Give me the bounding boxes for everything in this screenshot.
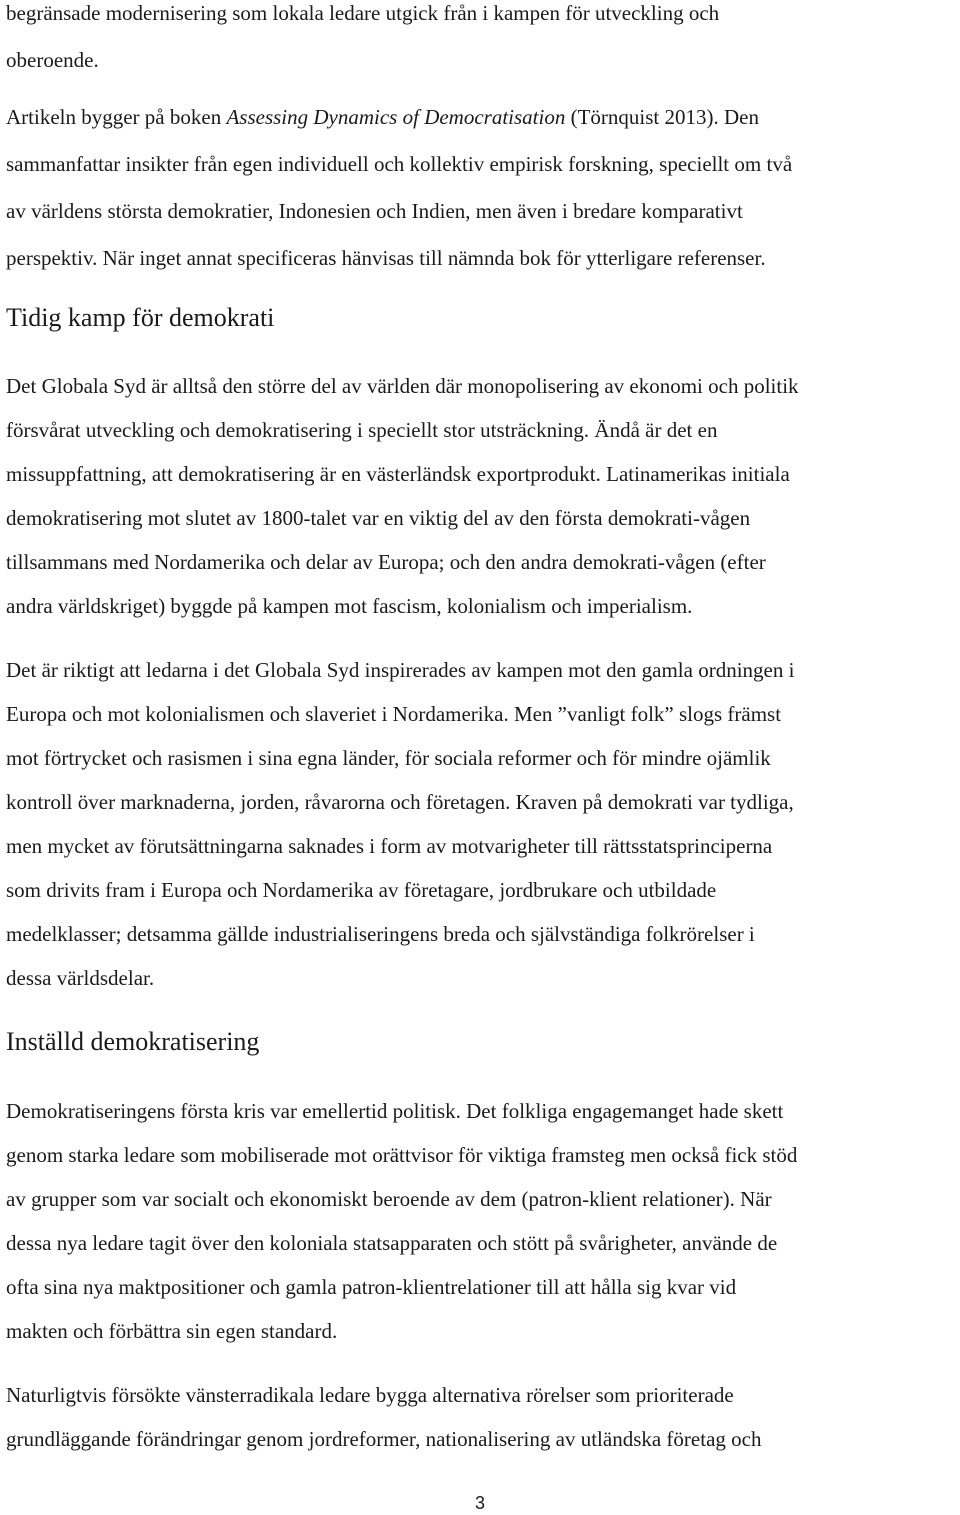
text-line: Demokratiseringens första kris var emellertid politisk. Det folkliga engagemanget hade skett: [6, 1099, 784, 1123]
text-line: begränsade modernisering som lokala ledare utgick från i kampen för utveckling och: [6, 1, 720, 25]
text-line: kontroll över marknaderna, jorden, råvarorna och företagen. Kraven på demokrati var tydliga,: [6, 790, 794, 814]
text-line: som drivits fram i Europa och Nordamerika av företagare, jordbrukare och utbildade: [6, 878, 717, 902]
text-line: perspektiv. När inget annat specificeras hänvisas till nämnda bok för ytterligare referenser.: [6, 246, 766, 270]
text-line: Naturligtvis försökte vänsterradikala ledare bygga alternativa rörelser som prioriterade: [6, 1383, 734, 1407]
text-line: genom starka ledare som mobiliserade mot orättvisor för viktiga framsteg men också fick stöd: [6, 1143, 798, 1167]
text-line: försvårat utveckling och demokratisering i speciellt stor utsträckning. Ändå är det en: [6, 418, 718, 442]
paragraph-article-source: [6, 94, 792, 282]
text-line: men mycket av förutsättningarna saknades i form av motvarigheter till rättsstatsprinciperna: [6, 834, 773, 858]
paragraph-first-crisis: [6, 1089, 797, 1353]
text-line: Det Globala Syd är alltså den större del av världen där monopolisering av ekonomi och politik: [6, 374, 799, 398]
text-line: missuppfattning, att demokratisering är en västerländsk exportprodukt. Latinamerikas initiala: [6, 462, 790, 486]
text-line: oberoende.: [6, 48, 99, 72]
paragraph-global-south: [6, 364, 799, 628]
text-line: andra världskriget) byggde på kampen mot fascism, kolonialism och imperialism.: [6, 594, 693, 618]
text-line: demokratisering mot slutet av 1800-talet var en viktig del av den första demokrati-vågen: [6, 506, 751, 530]
text-line: Europa och mot kolonialismen och slaveriet i Nordamerika. Men ”vanligt folk” slogs främst: [6, 702, 782, 726]
text-line: av världens största demokratier, Indonesien och Indien, men även i bredare komparativt: [6, 199, 743, 223]
paragraph-left-radical-leaders: [6, 1373, 761, 1461]
text-segment: Artikeln bygger på boken: [6, 105, 227, 129]
text-segment: (Törnquist 2013). Den: [565, 105, 759, 129]
text-line: makten och förbättra sin egen standard.: [6, 1319, 338, 1343]
text-line: dessa världsdelar.: [6, 966, 155, 990]
text-line: medelklasser; detsamma gällde industrialiseringens breda och självständiga folkrörelser i: [6, 922, 755, 946]
text-line: sammanfattar insikter från egen individuell och kollektiv empirisk forskning, speciellt om två: [6, 152, 793, 176]
text-line: grundläggande förändringar genom jordreformer, nationalisering av utländska företag och: [6, 1427, 762, 1451]
paragraph-intro-continuation: [6, 0, 719, 84]
text-line: ofta sina nya maktpositioner och gamla patron-klientrelationer till att hålla sig kvar vid: [6, 1275, 737, 1299]
book-title: Assessing Dynamics of Democratisation: [226, 105, 566, 129]
text-line: Det är riktigt att ledarna i det Globala Syd inspirerades av kampen mot den gamla ordningen i: [6, 658, 795, 682]
text-line: tillsammans med Nordamerika och delar av Europa; och den andra demokrati-vågen (efter: [6, 550, 766, 574]
text-line: dessa nya ledare tagit över den koloniala statsapparaten och stött på svårigheter, använde de: [6, 1231, 778, 1255]
paragraph-leaders-inspired: [6, 648, 794, 1000]
text-line: mot förtrycket och rasismen i sina egna länder, för sociala reformer och för mindre ojämlik: [6, 746, 771, 770]
text-line: av grupper som var socialt och ekonomiskt beroende av dem (patron-klient relationer). När: [6, 1187, 772, 1211]
section-heading-early-struggle: Tidig kamp för demokrati: [6, 303, 275, 332]
page-number: 3: [474, 1493, 485, 1513]
text-line-with-title: [6, 94, 792, 141]
section-heading-cancelled-democratisation: Inställd demokratisering: [6, 1027, 260, 1056]
